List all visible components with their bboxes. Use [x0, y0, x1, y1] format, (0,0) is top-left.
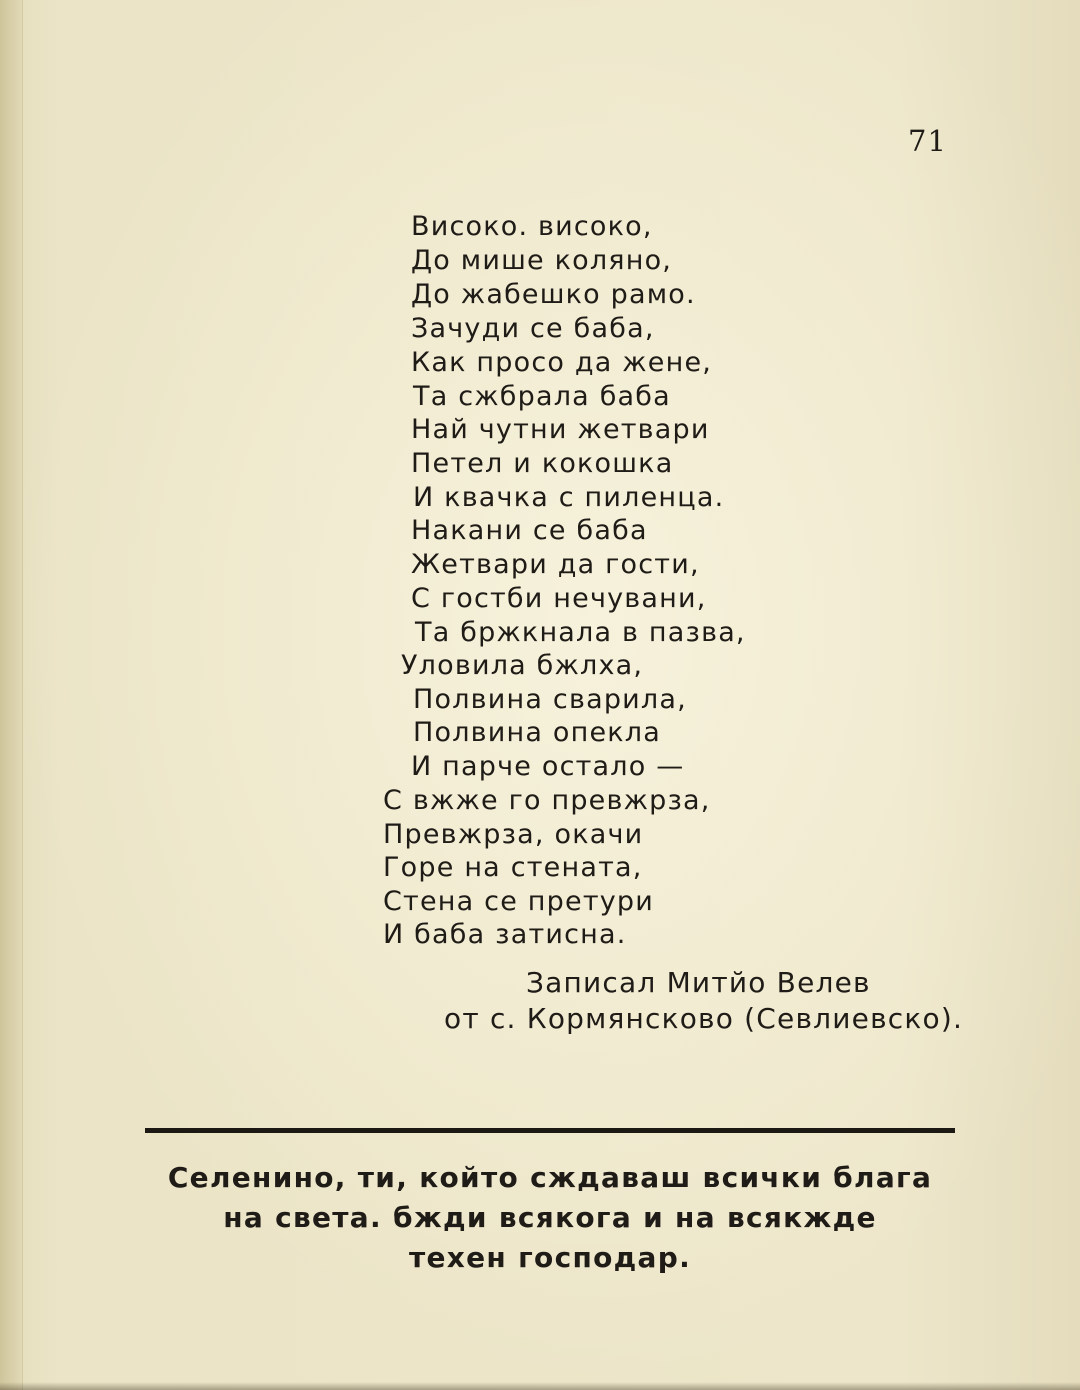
page-number: 71: [908, 124, 947, 158]
poem-line: Превжрза, окачи: [383, 819, 644, 850]
divider-rule: [145, 1128, 955, 1133]
poem-line: Горе на стената,: [383, 852, 643, 883]
poem-line: Полвина опекла: [413, 717, 662, 748]
poem-line: С вжже го превжрза,: [383, 785, 711, 816]
poem-line: Стена се претури: [383, 886, 655, 917]
motto: [130, 1158, 970, 1278]
page-bottom-edge: [0, 1382, 1080, 1390]
poem-line: Уловила бжлха,: [401, 650, 644, 681]
motto-line: на света. бжди всякога и на всякжде: [223, 1201, 877, 1234]
poem-line: Та сжбрала баба: [413, 381, 671, 412]
poem-line: Най чутни жетвари: [411, 414, 710, 445]
motto-line: Селенино, ти, който сждаваш всички блага: [167, 1161, 933, 1194]
poem-line: Петел и кокошка: [411, 448, 674, 479]
poem-line: Зачуди се баба,: [411, 313, 655, 344]
poem-line: Високо. високо,: [411, 211, 653, 242]
poem-line: Та бржкнала в пазва,: [415, 617, 746, 648]
motto-line: техен господар.: [408, 1241, 692, 1274]
poem-line: И баба затисна.: [383, 919, 627, 950]
attribution-village: от с. Кормянсково (Севлиевско).: [444, 1002, 964, 1035]
attribution-recorder: Записал Митйо Велев: [526, 966, 871, 999]
poem-line: И квачка с пиленца.: [413, 482, 725, 513]
poem-line: Как просо да жене,: [411, 347, 713, 378]
poem-line: Полвина сварила,: [413, 684, 687, 715]
poem-line: С гостби нечувани,: [411, 583, 707, 614]
poem-line: И парче остало —: [411, 751, 685, 782]
poem-line: До мише коляно,: [411, 245, 673, 276]
poem-line: Жетвари да гости,: [411, 549, 700, 580]
poem-line: Накани се баба: [411, 515, 648, 546]
poem-line: До жабешко рамо.: [411, 279, 696, 310]
